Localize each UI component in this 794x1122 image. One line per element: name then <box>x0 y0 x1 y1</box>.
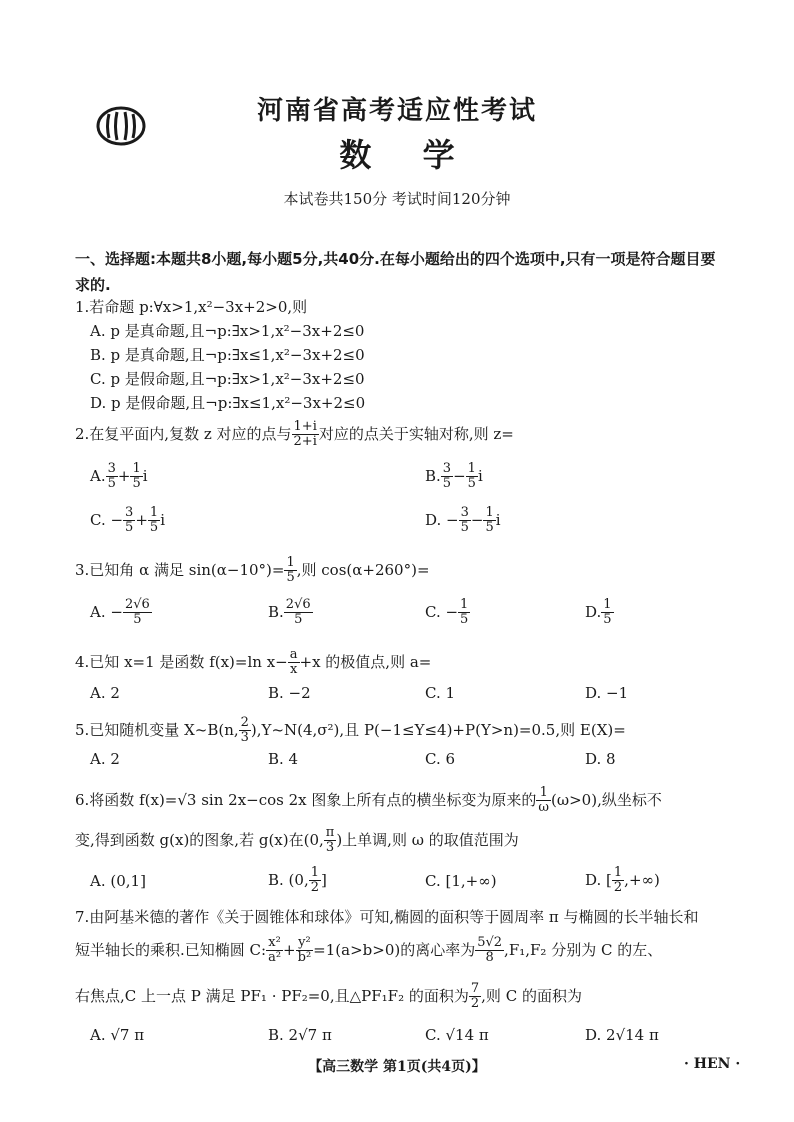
option-label: A. <box>90 466 106 485</box>
question-7-option-a: A. √7 π <box>90 1026 145 1044</box>
fraction <box>266 936 283 966</box>
question-6-option-c: C. [1,+∞) <box>425 872 497 890</box>
denominator: 3 <box>325 840 335 856</box>
imag-unit: i <box>495 510 501 529</box>
denominator: 2+i <box>293 434 317 450</box>
question-7-stem-line-3 <box>75 982 582 1012</box>
option-label: D. <box>585 602 602 621</box>
question-1-option-b: B. p 是真命题,且¬p:∃x≤1,x²−3x+2≤0 <box>90 346 365 364</box>
fraction <box>130 462 142 492</box>
question-6-stem-line-2 <box>75 826 519 856</box>
fraction <box>459 506 471 536</box>
operator: − <box>470 510 484 529</box>
numerator: 1 <box>603 597 612 612</box>
question-3-option-d <box>585 598 614 628</box>
imag-unit: i <box>142 466 148 485</box>
fraction <box>469 982 481 1012</box>
question-2-stem-text: 对应的点关于实轴对称,则 z= <box>318 424 514 443</box>
footer-code: · HEN · <box>684 1056 741 1072</box>
question-4-stem-text: 4.已知 x=1 是函数 f(x)=ln x− <box>75 652 288 671</box>
numerator: π <box>325 825 335 840</box>
question-7-stem-line-1: 7.由阿基米德的著作《关于圆锥体和球体》可知,椭圆的面积等于圆周率 π 与椭圆的长半轴长和 <box>75 908 699 926</box>
fraction <box>148 506 160 536</box>
denominator: x <box>289 662 298 678</box>
question-5-option-c: C. 6 <box>425 750 456 768</box>
numerator: a <box>289 647 298 662</box>
question-1-option-a: A. p 是真命题,且¬p:∃x>1,x²−3x+2≤0 <box>90 322 365 340</box>
fraction <box>288 648 300 678</box>
question-3-stem-text: 3.已知角 α 满足 sin(α−10°)= <box>75 560 285 579</box>
question-7-stem-text: ,则 C 的面积为 <box>481 986 582 1005</box>
denominator: 5 <box>603 612 612 628</box>
denominator: 5 <box>460 520 469 536</box>
fraction <box>612 866 624 896</box>
denominator: b² <box>297 950 312 966</box>
numerator: 2√6 <box>285 597 311 612</box>
question-1-option-c: C. p 是假命题,且¬p:∃x>1,x²−3x+2≤0 <box>90 370 365 388</box>
fraction <box>309 866 321 896</box>
fraction <box>536 786 551 816</box>
question-2-option-c <box>90 506 165 536</box>
option-label: C. − <box>90 510 124 529</box>
numerator: 3 <box>460 505 469 520</box>
denominator: 5 <box>107 476 116 492</box>
question-5-stem <box>75 716 626 746</box>
fraction <box>284 598 313 628</box>
denominator: 2 <box>310 880 320 896</box>
question-3-stem-text: ,则 cos(α+260°)= <box>296 560 430 579</box>
question-1-option-d: D. p 是假命题,且¬p:∃x≤1,x²−3x+2≤0 <box>90 394 366 412</box>
question-7-option-b: B. 2√7 π <box>268 1026 332 1044</box>
numerator: 1 <box>467 461 476 476</box>
subject-title: 数 学 <box>339 136 455 174</box>
option-label: B. (0, <box>268 870 309 889</box>
question-3-option-b <box>268 598 313 628</box>
question-2-option-b <box>425 462 483 492</box>
numerator: 2√6 <box>124 597 150 612</box>
fraction <box>466 462 478 492</box>
denominator: 5 <box>149 520 159 536</box>
denominator: 5 <box>460 612 469 628</box>
denominator: ω <box>538 800 550 816</box>
question-5-stem-text: ),Y~N(4,σ²),且 P(−1≤Y≤4)+P(Y>n)=0.5,则 E(X)= <box>250 720 626 739</box>
question-4-stem <box>75 648 431 678</box>
numerator: 1 <box>460 597 469 612</box>
question-5-stem-text: 5.已知随机变量 X~B(n, <box>75 720 239 739</box>
fraction <box>284 556 296 586</box>
question-7-option-d: D. 2√14 π <box>585 1026 659 1044</box>
bracket: ,+∞) <box>624 870 660 889</box>
fraction <box>239 716 251 746</box>
question-6-option-b <box>268 866 327 896</box>
denominator: 2 <box>613 880 623 896</box>
numerator: 1 <box>149 505 159 520</box>
question-2-option-a <box>90 462 148 492</box>
question-2-option-d <box>425 506 501 536</box>
question-4-option-d: D. −1 <box>585 684 629 702</box>
option-label: D. [ <box>585 870 612 889</box>
numerator: 1+i <box>293 419 317 434</box>
question-4-option-a: A. 2 <box>90 684 120 702</box>
numerator: 1 <box>132 461 141 476</box>
denominator: 5 <box>442 476 452 492</box>
numerator: 3 <box>107 461 116 476</box>
numerator: 1 <box>286 555 295 570</box>
operator: − <box>453 466 466 485</box>
operator: + <box>283 940 296 959</box>
section-heading: 一、选择题:本题共8小题,每小题5分,共40分.在每小题给出的四个选项中,只有一项是符合题目要求的. <box>75 250 716 294</box>
fraction <box>441 462 453 492</box>
numerator: y² <box>296 936 314 951</box>
question-6-stem-line-1 <box>75 786 662 816</box>
denominator: 5 <box>125 520 134 536</box>
question-5-option-d: D. 8 <box>585 750 616 768</box>
fraction <box>123 506 135 536</box>
numerator: 5√2 <box>477 935 503 950</box>
question-7-stem-text: ,F₁,F₂ 分别为 C 的左、 <box>504 940 663 959</box>
denominator: 5 <box>133 612 142 628</box>
fraction <box>123 598 152 628</box>
numerator: 1 <box>310 865 320 880</box>
numerator: 3 <box>125 505 134 520</box>
denominator: 5 <box>286 570 295 586</box>
question-3-stem <box>75 556 430 586</box>
question-6-stem-text: (ω>0),纵坐标不 <box>551 790 662 809</box>
question-7-stem-text: 右焦点,C 上一点 P 满足 PF₁ · PF₂=0,且△PF₁F₂ 的面积为 <box>75 986 469 1005</box>
question-5-option-a: A. 2 <box>90 750 120 768</box>
question-7-stem-text: =1(a>b>0)的离心率为 <box>313 940 476 959</box>
option-label: A. − <box>90 602 123 621</box>
denominator: 5 <box>467 476 476 492</box>
question-7-option-c: C. √14 π <box>425 1026 489 1044</box>
denominator: 5 <box>294 612 303 628</box>
page-footer: 【高三数学 第1页(共4页)】 <box>308 1059 486 1075</box>
fraction <box>601 598 613 628</box>
imag-unit: i <box>477 466 483 485</box>
question-4-stem-text: +x 的极值点,则 a= <box>299 652 432 671</box>
operator: + <box>117 466 131 485</box>
numerator: 7 <box>470 981 480 996</box>
question-2-stem <box>75 420 514 450</box>
fraction <box>475 936 504 966</box>
question-3-option-a <box>90 598 152 628</box>
option-label: D. − <box>425 510 459 529</box>
fraction <box>292 420 319 450</box>
operator: + <box>135 510 148 529</box>
fraction <box>296 936 314 966</box>
numerator: 3 <box>442 461 452 476</box>
exam-title: 河南省高考适应性考试 <box>256 96 537 126</box>
denominator: 8 <box>485 950 494 966</box>
question-3-option-c <box>425 598 470 628</box>
question-6-stem-text: )上单调,则 ω 的取值范围为 <box>336 830 519 849</box>
question-7-stem-text: 短半轴长的乘积.已知椭圆 C: <box>75 940 267 959</box>
fraction <box>483 506 495 536</box>
numerator: 1 <box>485 505 494 520</box>
question-4-option-c: C. 1 <box>425 684 456 702</box>
fraction <box>106 462 118 492</box>
denominator: 3 <box>240 730 249 746</box>
numerator: 1 <box>536 786 551 801</box>
numerator: x² <box>266 936 283 951</box>
imag-unit: i <box>160 510 165 529</box>
bracket: ] <box>321 870 327 889</box>
denominator: 2 <box>470 996 480 1012</box>
question-7-stem-line-2 <box>75 936 662 966</box>
question-4-option-b: B. −2 <box>268 684 311 702</box>
option-label: B. <box>425 466 441 485</box>
question-6-stem-text: 6.将函数 f(x)=√3 sin 2x−cos 2x 图象上所有点的横坐标变为原来的 <box>75 790 537 809</box>
denominator: 5 <box>132 476 141 492</box>
question-2-stem-text: 2.在复平面内,复数 z 对应的点与 <box>75 424 292 443</box>
denominator: a² <box>268 950 282 966</box>
numerator: 2 <box>240 715 249 730</box>
fraction <box>324 826 337 856</box>
question-6-option-a: A. (0,1] <box>90 872 146 890</box>
option-label: B. <box>268 602 284 621</box>
denominator: 5 <box>485 520 494 536</box>
numerator: 1 <box>613 865 623 880</box>
question-5-option-b: B. 4 <box>268 750 299 768</box>
option-label: C. − <box>425 602 459 621</box>
question-1-stem: 1.若命题 p:∀x>1,x²−3x+2>0,则 <box>75 298 308 316</box>
fraction <box>458 598 470 628</box>
question-6-stem-text: 变,得到函数 g(x)的图象,若 g(x)在(0, <box>75 830 324 849</box>
question-6-option-d <box>585 866 660 896</box>
exam-info: 本试卷共150分 考试时间120分钟 <box>283 190 511 208</box>
